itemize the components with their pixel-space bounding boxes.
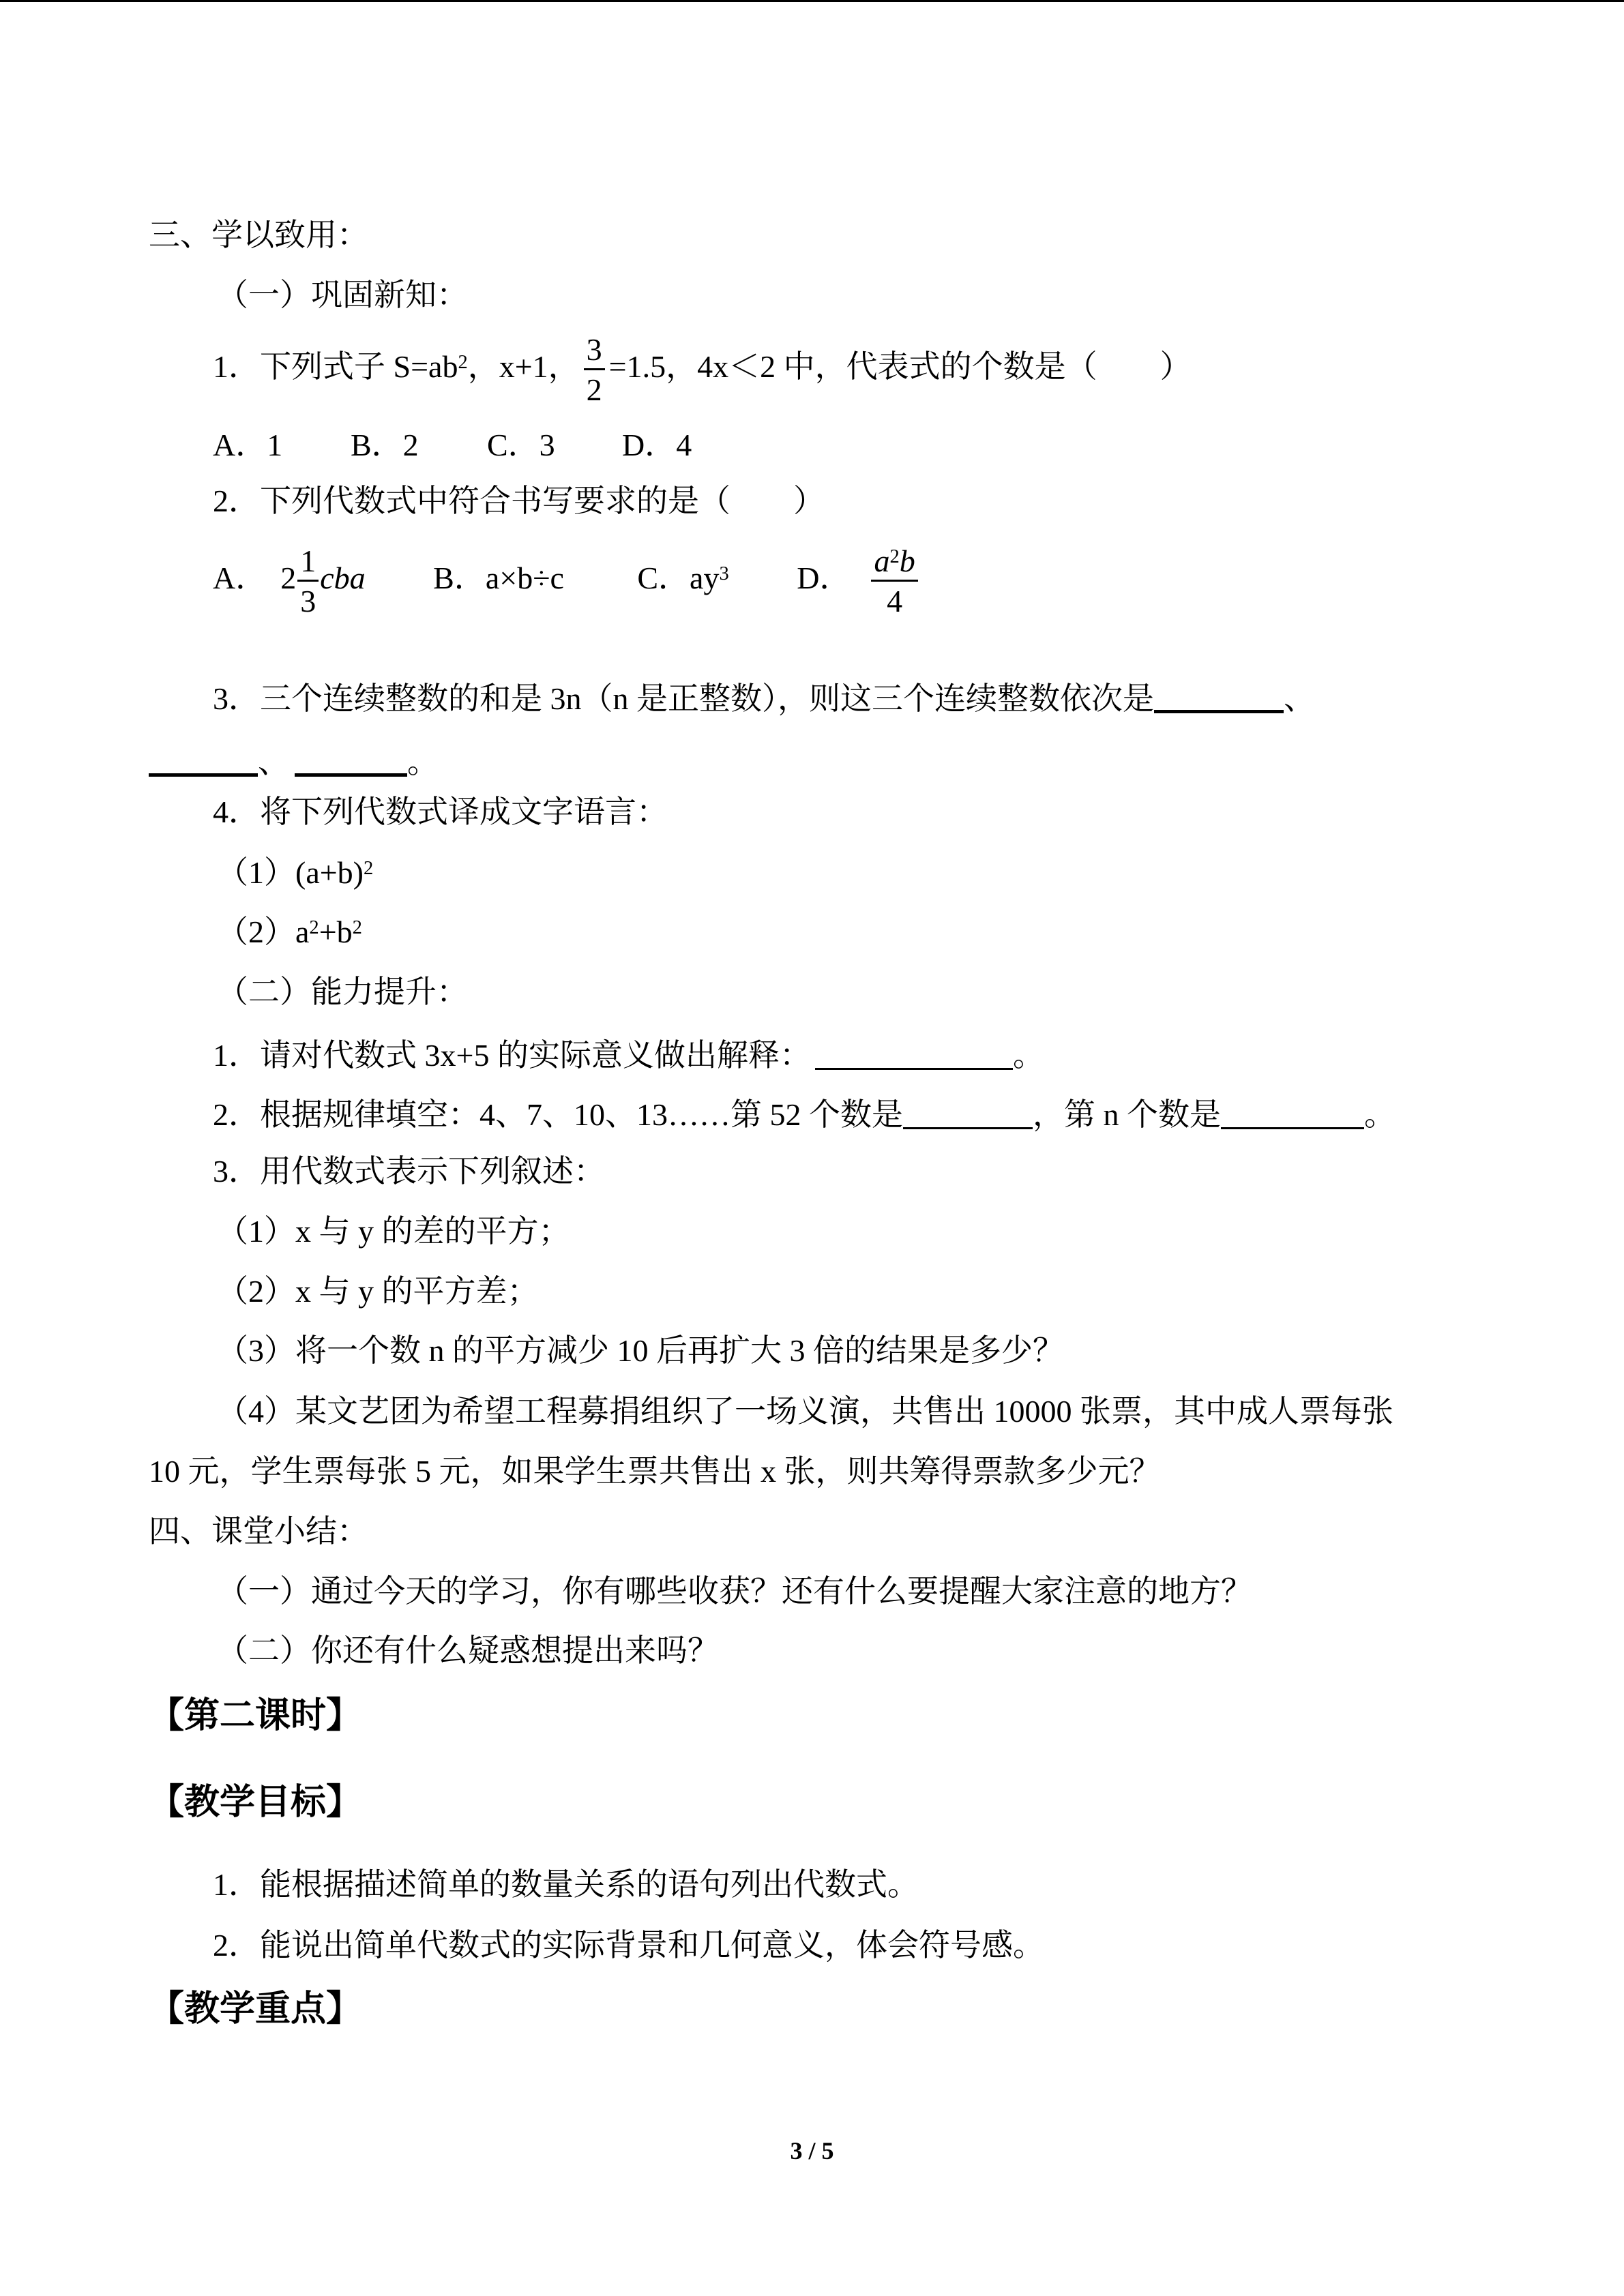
q1-mid: ，x+1， — [467, 349, 580, 385]
ability-q3-item: （3）将一个数 n 的平方减少 10 后再扩大 3 倍的结果是多少？ — [217, 1333, 1064, 1368]
q4-item-1-text: （1）(a+b) — [217, 855, 364, 890]
q3-sep: 、 — [258, 745, 289, 779]
q2-option-d-denominator: 4 — [887, 584, 903, 618]
q2-option-c — [637, 561, 728, 595]
q2-mixed-numerator: 1 — [297, 546, 319, 582]
ability-q3-item: （1）x 与 y 的差的平方； — [217, 1214, 570, 1249]
q4-item-2 — [217, 916, 362, 948]
q2-option-d-numerator — [871, 543, 917, 582]
numerator-tail: b — [899, 543, 915, 578]
q1-option-a: A．1 — [213, 428, 283, 462]
fraction — [584, 334, 605, 406]
subsection-title: （一）巩固新知： — [217, 278, 468, 312]
q1-tail: =1.5，4x＜2 中，代表式的个数是（ ） — [608, 349, 1192, 385]
numerator-superscript: 2 — [889, 546, 900, 568]
question-3-cont — [149, 742, 439, 778]
heading-focus: 【教学重点】 — [149, 1988, 362, 2029]
page-number: 3 / 5 — [790, 2137, 834, 2164]
q4-item-2-superscript: 2 — [309, 917, 319, 939]
q2-mixed-denominator: 3 — [300, 584, 316, 618]
ability-question-2 — [213, 1096, 1396, 1131]
q1-option-d: D．4 — [622, 428, 692, 462]
q2-option-c-superscript: 3 — [719, 563, 729, 585]
q1-superscript: 2 — [458, 352, 468, 374]
ability-q1-text: 1．请对代数式 3x+5 的实际意义做出解释： — [213, 1038, 811, 1073]
q2-mixed-tail: cba — [320, 561, 366, 596]
q2-options — [213, 543, 922, 618]
summary-item: （二）你还有什么疑惑想提出来吗？ — [217, 1633, 719, 1668]
goal-item: 2．能说出简单代数式的实际背景和几何意义，体会符号感。 — [213, 1928, 1044, 1963]
heading-lesson-2: 【第二课时】 — [149, 1695, 362, 1736]
q4-item-2-text: （2）a — [217, 914, 310, 949]
fraction-numerator: 3 — [584, 334, 605, 370]
answer-blank[interactable] — [149, 742, 258, 777]
q2-option-d-label: D． — [797, 561, 851, 596]
q2-option-c-label: C．ay — [637, 561, 720, 596]
q4-item-1-superscript: 2 — [364, 858, 374, 880]
ability-q2-mid: ，第 n 个数是 — [1033, 1097, 1221, 1132]
q3-text: 3．三个连续整数的和是 3n（n 是正整数），则这三个连续整数依次是 — [213, 681, 1154, 716]
q1-lead: 1．下列式子 S=ab — [213, 349, 458, 385]
section-title: 四、课堂小结： — [149, 1514, 368, 1549]
q3-end: 。 — [407, 745, 439, 779]
q3-sep: 、 — [1284, 681, 1315, 716]
summary-item: （一）通过今天的学习，你有哪些收获？还有什么要提醒大家注意的地方？ — [217, 1574, 1252, 1609]
ability-q1-end: 。 — [1012, 1038, 1044, 1073]
ability-question-1 — [213, 1037, 1044, 1071]
top-border-line — [0, 0, 1624, 2]
q1-option-b: B．2 — [351, 428, 419, 462]
answer-blank[interactable] — [903, 1096, 1033, 1129]
answer-blank[interactable] — [1221, 1096, 1364, 1129]
q4-item-2-superscript: 2 — [352, 917, 362, 939]
q2-mixed-fraction — [297, 543, 319, 618]
ability-q2-text: 2．根据规律填空：4、7、10、13……第 52 个数是 — [213, 1097, 903, 1132]
ability-q3-item: （2）x 与 y 的平方差； — [217, 1274, 539, 1309]
q2-option-a — [213, 543, 366, 618]
q2-option-a-label: A． — [213, 561, 267, 596]
ability-q3-item-cont: 10 元，学生票每张 5 元，如果学生票共售出 x 张，则共筹得票款多少元？ — [149, 1454, 1161, 1489]
question-3 — [213, 679, 1315, 715]
question-1 — [213, 334, 1192, 406]
ability-q2-end: 。 — [1364, 1097, 1396, 1132]
goal-item: 1．能根据描述简单的数量关系的语句列出代数式。 — [213, 1867, 919, 1902]
q2-option-d-fraction — [871, 543, 917, 618]
answer-blank[interactable] — [295, 742, 407, 777]
q2-option-b: B．a×b÷c — [433, 561, 564, 596]
q2-option-d — [797, 543, 922, 618]
question-4: 4．将下列代数式译成文字语言： — [213, 794, 668, 829]
q4-item-2-text: +b — [319, 914, 353, 949]
numerator-base: a — [874, 543, 890, 578]
ability-q3-item: （4）某文艺团为希望工程募捐组织了一场义演，共售出 10000 张票，其中成人票每张 — [217, 1394, 1393, 1429]
subsection-title: （二）能力提升： — [217, 974, 468, 1009]
fraction-denominator: 2 — [586, 372, 602, 407]
q4-item-1 — [217, 857, 373, 889]
answer-blank[interactable] — [1154, 679, 1284, 713]
ability-question-3: 3．用代数式表示下列叙述： — [213, 1154, 605, 1189]
heading-goals: 【教学目标】 — [149, 1782, 362, 1823]
question-2: 2．下列代数式中符合书写要求的是（ ） — [213, 483, 825, 518]
q2-mixed-whole: 2 — [280, 561, 297, 596]
q1-option-c: C．3 — [487, 428, 555, 462]
section-title: 三、学以致用： — [149, 218, 368, 252]
answer-blank[interactable] — [815, 1037, 1013, 1070]
